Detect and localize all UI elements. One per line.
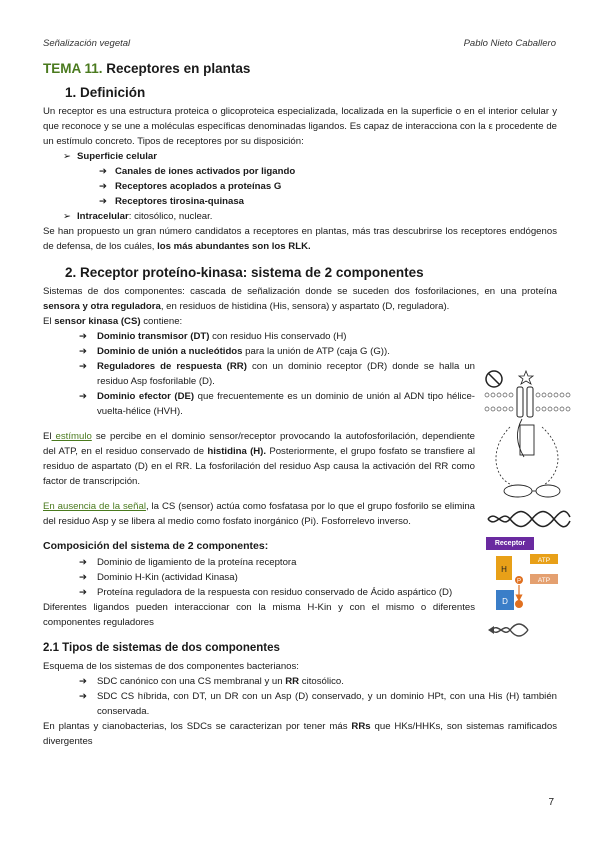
ligand-star-icon: [519, 371, 533, 384]
subsection-heading-tipos: 2.1 Tipos de sistemas de dos componentes: [43, 642, 280, 654]
ligands-paragraph: Diferentes ligandos pueden interaccionar con la misma H-Kin y con el mismo o diferentes componentes reguladores: [43, 602, 475, 628]
text-span: que frecuentemente es un dominio de unión al ADN tipo hélice-vuelta-hélice (HVH).: [97, 391, 475, 417]
bold-span: RR: [285, 676, 300, 687]
list-item: [43, 389, 475, 419]
arrow-icon: ➔: [79, 331, 88, 342]
bullet-arrow-icon: ➢: [63, 211, 72, 222]
text-span: Se han propuesto un gran número candidatos a receptores en plantas, más tras descubrirse los receptores endógenos de defensa, de los cuáles,: [43, 226, 557, 252]
text-span: se percibe en el dominio sensor/receptor provocando la autofosforilación, dependiente del ATP, en el residuo conservado de: [43, 431, 475, 457]
list-item: [43, 359, 475, 389]
text-span: Proteína reguladora de la respuesta con residuo conservado de Ácido aspártico (D): [97, 587, 453, 598]
bold-span: histidina (H).: [207, 446, 267, 457]
d-label: D: [502, 597, 508, 606]
list-item: [43, 149, 557, 164]
list-item-label: Intracelular: [77, 211, 129, 222]
list-item: [43, 329, 475, 344]
highlighted-term: En ausencia de la señal: [43, 501, 146, 512]
bold-span: Dominio transmisor (DT): [97, 331, 210, 342]
text-span: SDC canónico con una CS membranal y un: [97, 676, 286, 687]
list-item-label: Receptores tirosina-quinasa: [115, 196, 245, 207]
list-item-label: Receptores acoplados a proteínas G: [115, 181, 282, 192]
text-span: , la CS (sensor) actúa como fosfatasa por lo que el grupo fosforilo se elimina del residuo Asp y se libera al medio como fosfato inorgánico (Pi). Fosforrelevo inverso.: [43, 501, 475, 527]
bold-span: Dominio de unión a nucleótidos: [97, 346, 243, 357]
stimulus-paragraph: [43, 429, 475, 489]
bold-span: Reguladores de respuesta (RR): [97, 361, 247, 372]
bold-span: sensor kinasa (CS): [54, 316, 141, 327]
list-item: [43, 555, 475, 570]
arrow-icon: ➔: [99, 196, 108, 207]
bold-span: sensora y otra reguladora: [43, 301, 161, 312]
bullet-arrow-icon: ➢: [63, 151, 72, 162]
text-span: SDC CS híbrida, con DT, un DR con un Asp (D) conservado, y un dominio HPt, con una His (H) también conservada.: [97, 691, 557, 717]
section-heading-receptor-kinasa: 2. Receptor proteíno-kinasa: sistema de 2 componentes: [65, 265, 424, 280]
list-item-text: : citosólico, nuclear.: [128, 211, 213, 222]
running-header-subject: Señalización vegetal: [43, 38, 131, 49]
arrow-icon: ➔: [79, 361, 88, 372]
list-item: [43, 179, 557, 194]
h-label: H: [501, 565, 507, 574]
text-span: Dominio de ligamiento de la proteína receptora: [97, 557, 297, 568]
arrow-icon: ➔: [79, 676, 88, 687]
receptor-types-list: [43, 149, 557, 224]
list-item: [43, 209, 557, 224]
text-span: Sistemas de dos componentes: cascada de señalización donde se suceden dos fosforilaciones, en una proteína: [43, 286, 557, 297]
text-span: para la unión de ATP (caja G (G)).: [242, 346, 390, 357]
section-heading-definicion: 1. Definición: [65, 85, 146, 100]
list-item: [43, 689, 557, 719]
arrow-icon: ➔: [79, 557, 88, 568]
two-component-paragraph: [43, 284, 557, 314]
text-span: con un dominio receptor (DR) donde se halla un residuo Asp fosforilable (D).: [97, 361, 475, 387]
text-span: contiene:: [140, 316, 183, 327]
composition-heading: Composición del sistema de 2 componentes:: [43, 540, 269, 552]
sdc-types-list: [43, 674, 557, 719]
p-label: P: [516, 578, 522, 585]
text-span: En plantas y cianobacterias, los SDCs se caracterizan por tener más: [43, 721, 352, 732]
bold-span: los más abundantes son los RLK.: [157, 241, 311, 252]
sensor-kinasa-paragraph: [43, 314, 557, 329]
document-body: [43, 60, 557, 749]
list-item: [43, 344, 475, 359]
arrow-icon: ➔: [79, 587, 88, 598]
arrow-icon: ➔: [99, 166, 108, 177]
bold-span: RRs: [351, 721, 371, 732]
sensor-domains-list: [43, 329, 475, 419]
list-item: [43, 570, 475, 585]
page-title: [43, 60, 557, 78]
list-item-label: Superficie celular: [77, 151, 157, 162]
atp-label-2: ATP: [537, 577, 551, 584]
text-span: El: [43, 431, 52, 442]
composition-list: [43, 555, 475, 600]
absence-paragraph: [43, 499, 475, 529]
text-span: citosólico.: [299, 676, 344, 687]
arrow-icon: ➔: [79, 391, 88, 402]
text-span: Posteriormente, el grupo fosfato se transfiere al residuo de aspartato (D) en el RR. La fosforilación del residuo Asp causa la activación del RR como factor de transcripción.: [43, 446, 476, 487]
list-item: [43, 164, 557, 179]
definition-paragraph: Un receptor es una estructura proteica o glicoproteica especializada, localizada en la superficie o en el interior celular y que reconoce y se une a moléculas específicas denominadas ligandos. Es capaz de interacciona con la ε procedente de un estímulo concreto. Tipos de receptores por su disposición:: [43, 106, 557, 147]
two-component-figure: [482, 367, 574, 646]
list-item-label: Canales de iones activados por ligando: [115, 166, 296, 177]
receptor-label: Receptor: [486, 537, 534, 550]
schema-intro: Esquema de los sistemas de dos componentes bacterianos:: [43, 661, 299, 672]
text-span: El: [43, 316, 55, 327]
list-item: [43, 674, 557, 689]
h-d-domain-diagram: [482, 550, 574, 646]
text-span: con residuo His conservado (H): [209, 331, 347, 342]
text-span: , en residuos de histidina (His, sensora) y aspartato (D, reguladora).: [160, 301, 450, 312]
bold-span: Dominio efector (DE): [97, 391, 195, 402]
phosphate-icon-2: [515, 600, 523, 608]
arrow-icon: ➔: [99, 181, 108, 192]
arrow-icon: ➔: [79, 346, 88, 357]
plants-paragraph: [43, 719, 557, 749]
text-span: Dominio H-Kin (actividad Kinasa): [97, 572, 238, 583]
highlighted-term: estímulo: [51, 431, 92, 442]
title-number: TEMA 11.: [43, 61, 103, 76]
text-span: que HKs/HHKs, son sistemas ramificados divergentes: [43, 721, 557, 747]
candidates-paragraph: [43, 224, 557, 254]
atp-label: ATP: [537, 557, 551, 564]
list-item: [43, 194, 557, 209]
running-header-author: Pablo Nieto Caballero: [463, 38, 556, 49]
arrow-icon: ➔: [79, 691, 88, 702]
arrow-icon: ➔: [79, 572, 88, 583]
title-text: Receptores en plantas: [102, 61, 251, 76]
membrane-sensor-diagram: [482, 367, 574, 532]
list-item: [43, 585, 475, 600]
page-number: 7: [548, 797, 554, 808]
